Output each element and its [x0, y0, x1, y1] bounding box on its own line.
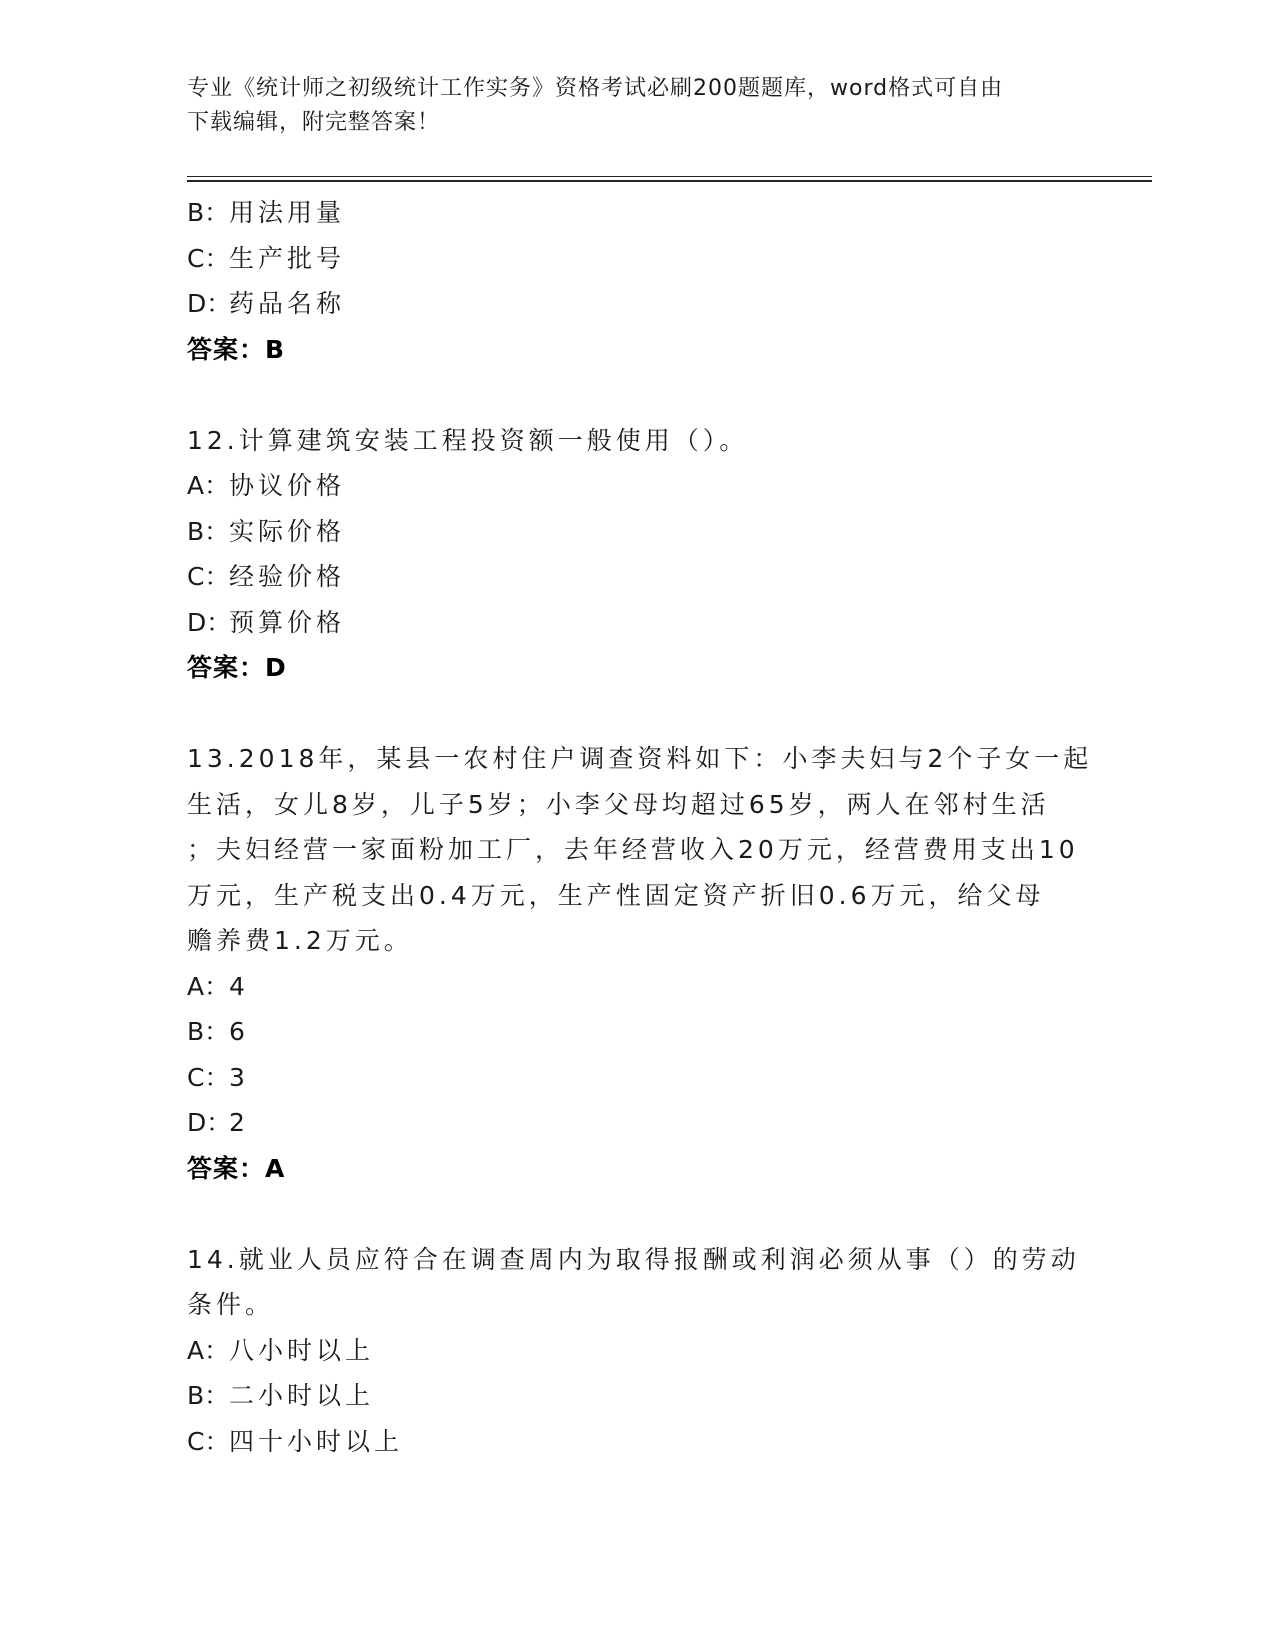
option-b: B：用法用量	[187, 198, 346, 227]
question-11	[187, 190, 1087, 372]
option-d: D：预算价格	[187, 607, 346, 637]
header-rule-thin	[187, 176, 1152, 177]
question-text-line: 条件。	[187, 1290, 275, 1319]
option-c: C：生产批号	[187, 243, 346, 273]
header-rule-thick	[187, 180, 1152, 182]
question-text: 12.计算建筑安装工程投资额一般使用（）。	[187, 425, 749, 455]
option-d: D：2	[187, 1108, 249, 1137]
question-text-line: 14.就业人员应符合在调查周内为取得报酬或利润必须从事（）的劳动	[187, 1244, 1080, 1274]
option-a: A：协议价格	[187, 471, 346, 500]
spacer	[187, 372, 1087, 418]
answer: 答案：B	[187, 334, 286, 364]
question-text-line: ；夫妇经营一家面粉加工厂，去年经营收入20万元，经营费用支出10	[187, 835, 1079, 864]
question-14	[187, 1237, 1087, 1465]
answer: 答案：D	[187, 653, 287, 682]
option-b: B：二小时以上	[187, 1381, 375, 1410]
option-a: A：4	[187, 971, 249, 1001]
option-c: C：四十小时以上	[187, 1426, 404, 1456]
question-text-line: 生活，女儿8岁，儿子5岁；小李父母均超过65岁，两人在邻村生活	[187, 789, 1050, 819]
question-text-line: 万元，生产税支出0.4万元，生产性固定资产折旧0.6万元，给父母	[187, 880, 1045, 910]
option-d: D：药品名称	[187, 289, 346, 318]
option-b: B：实际价格	[187, 516, 346, 546]
header-line-1: 专业《统计师之初级统计工作实务》资格考试必刷200题题库，word格式可自由	[187, 76, 1004, 101]
header-line-2: 下载编辑，附完整答案！	[187, 110, 441, 135]
option-b: B：6	[187, 1017, 249, 1046]
answer: 答案：A	[187, 1153, 286, 1183]
question-text-line: 赡养费1.2万元。	[187, 926, 413, 955]
spacer	[187, 1191, 1087, 1237]
option-c: C：3	[187, 1062, 249, 1092]
question-13	[187, 736, 1093, 1191]
option-a: A：八小时以上	[187, 1335, 375, 1365]
question-content	[187, 190, 1093, 1464]
question-12	[187, 418, 1087, 691]
spacer	[187, 691, 1087, 737]
option-c: C：经验价格	[187, 562, 346, 591]
question-text-line: 13.2018年，某县一农村住户调查资料如下：小李夫妇与2个子女一起	[187, 744, 1093, 773]
document-header	[187, 72, 1067, 140]
